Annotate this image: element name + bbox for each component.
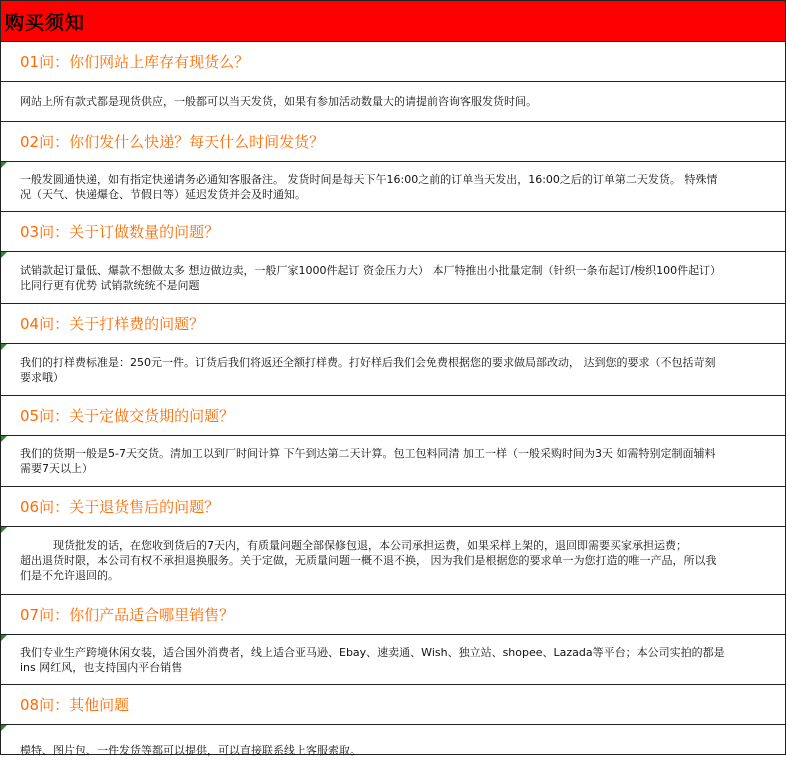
answer-line: 超出退货时限，本公司有权不承担退换服务。关于定做，无质量问题一概不退不换， 因为我们是根据您的要求单一为您打造的唯一产品，所以我 [20,554,717,567]
answer-line: 况（天气、快递爆仓、节假日等）延迟发货并会及时通知。 [20,187,306,201]
page-title: 购买须知 [5,11,86,34]
title-bar [1,1,785,42]
answer-line: 们是不允许退回的。 [20,569,119,582]
question-01 [1,42,785,82]
answer-04 [1,344,785,396]
corner-mark [1,635,7,641]
corner-mark [1,162,7,168]
question-text: 03问：关于订做数量的问题？ [20,223,220,241]
question-text: 08问：其他问题 [20,696,130,714]
corner-mark [1,344,7,350]
question-04 [1,304,785,344]
corner-mark [1,725,7,731]
answer-line: 一般发圆通快递，如有指定快递请务必通知客服备注。 发货时间是每天下午16:00之前的订单当天发出，16:00之后的订单第二天发货。 特殊情 [20,172,718,186]
answer-line: 试销款起订量低、爆款不想做太多 想边做边卖，一般厂家1000件起订 资金压力大） 本厂特推出小批量定制（针织一条布起订/梭织100件起订） [20,263,722,277]
answer-06 [1,527,785,595]
question-07 [1,595,785,635]
answer-line: 比同行更有优势 试销款统统不是问题 [20,278,200,292]
question-06 [1,487,785,527]
answer-line: 我们的打样费标准是：250元一件。订货后我们将返还全额打样费。打好样后我们会免费根据您的要求做局部改动， 达到您的要求（不包括苛刻 [20,355,716,369]
question-08 [1,685,785,725]
corner-mark [1,436,7,442]
question-text: 01问：你们网站上库存有现货么？ [20,53,250,71]
answer-line: ins 网红风，也支持国内平台销售 [20,660,183,674]
answer-line: 我们专业生产跨境休闲女装，适合国外消费者，线上适合亚马逊、Ebay、速卖通、Wish、独立站、shopee、Lazada等平台；本公司实拍的都是 [20,645,725,659]
question-02 [1,122,785,162]
answer-line: 我们的货期一般是5-7天交货。清加工以到厂时间计算 下午到达第二天计算。包工包料同清 加工一样（一般采购时间为3天 如需特别定制面辅料 [20,447,716,460]
question-text: 06问：关于退货售后的问题？ [20,498,220,516]
answer-03 [1,252,785,304]
corner-mark [1,527,7,533]
answer-02 [1,162,785,212]
answer-08 [1,725,785,775]
corner-mark [1,252,7,258]
question-text: 04问：关于打样费的问题？ [20,315,205,333]
answer-line: 要求哦） [20,370,64,384]
answer-05 [1,436,785,487]
answer-line: 需要7天以上） [20,462,93,475]
question-text: 05问：关于定做交货期的问题？ [20,407,235,425]
answer-line: 网站上所有款式都是现货供应，一般都可以当天发货，如果有参加活动数量大的请提前咨询客服发货时间。 [20,95,537,108]
question-text: 07问：你们产品适合哪里销售？ [20,606,235,624]
answer-07 [1,635,785,685]
question-03 [1,212,785,252]
question-05 [1,396,785,436]
answer-line: 现货批发的话，在您收到货后的7天内，有质量问题全部保修包退，本公司承担运费，如果采样上架的，退回即需要买家承担运费； [20,539,687,552]
question-text: 02问：你们发什么快递？每天什么时间发货？ [20,133,325,151]
answer-line: 模特、图片包、一件发货等都可以提供，可以直接联系线上客服索取。 [20,743,361,757]
answer-01 [1,82,785,122]
